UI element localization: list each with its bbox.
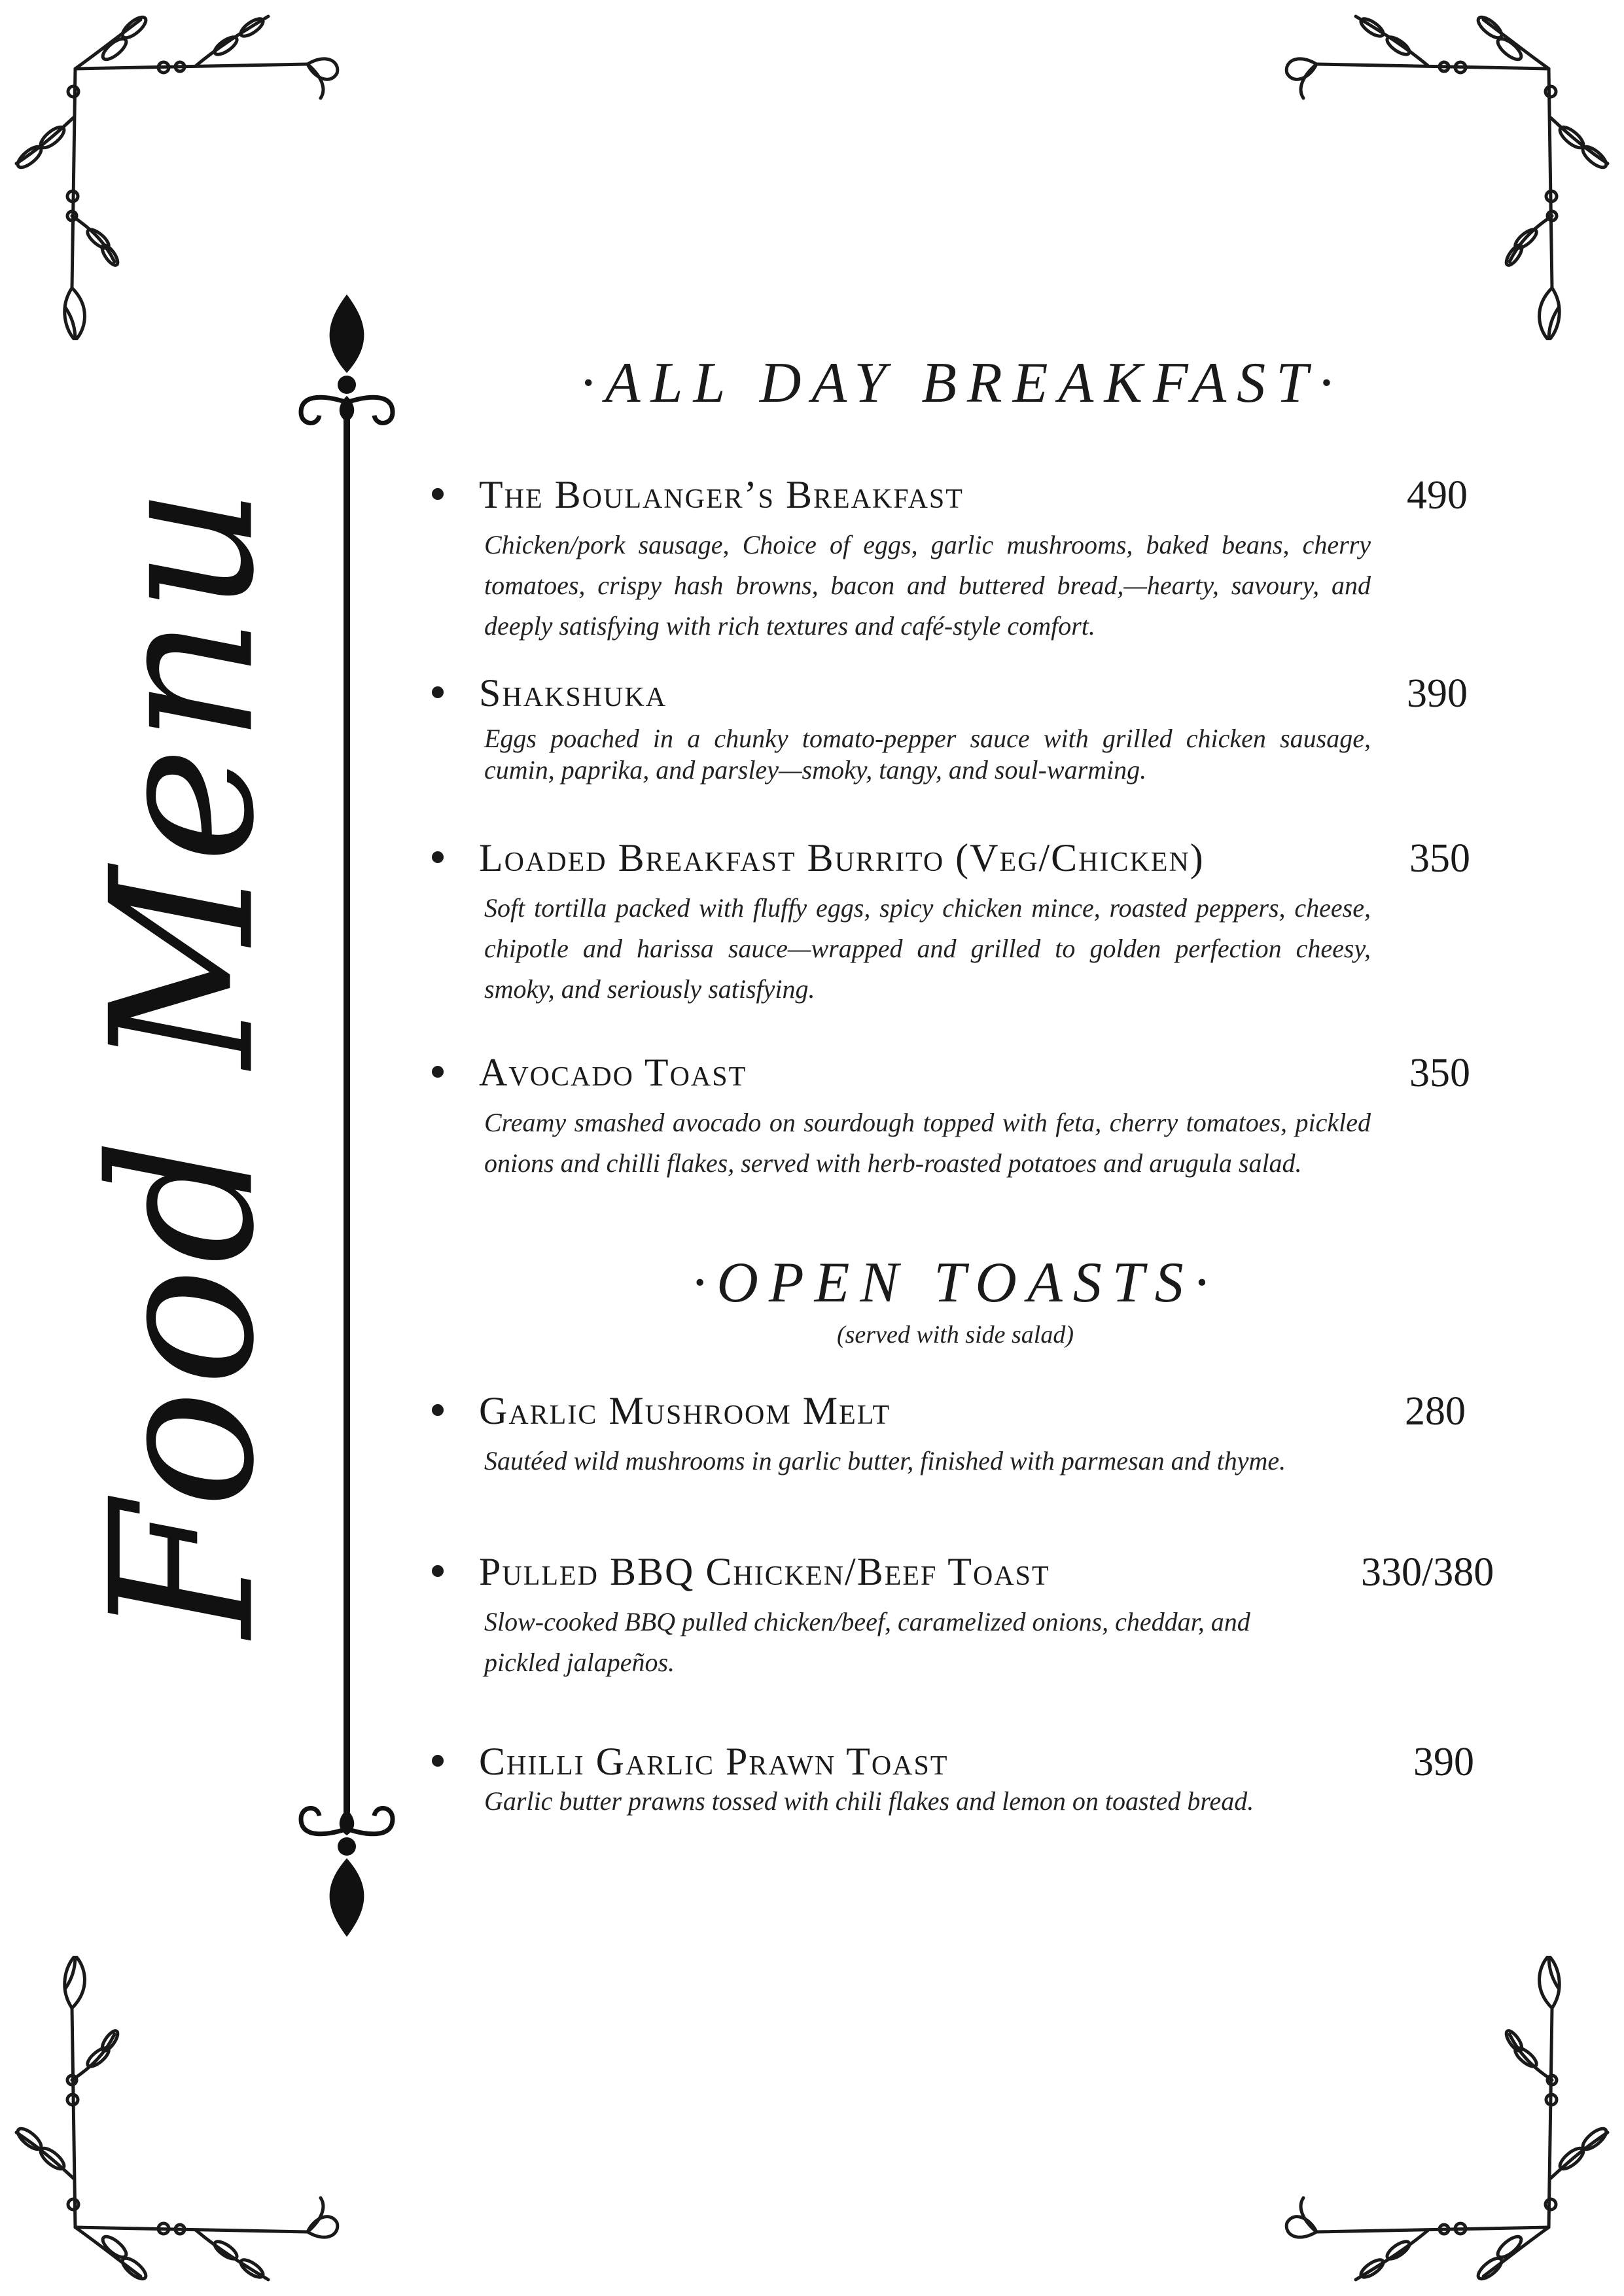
section-title-all-day-breakfast: ·ALL DAY BREAKFAST·	[580, 351, 1344, 415]
floral-corner-bottom-right-icon	[1284, 1956, 1624, 2296]
floral-corner-bottom-left-icon	[0, 1956, 340, 2296]
menu-item-price: 350	[1409, 836, 1470, 881]
menu-item-name: Loaded Breakfast Burrito (Veg/Chicken)	[479, 836, 1205, 879]
bullet-icon	[432, 1404, 444, 1416]
menu-item-name: Avocado Toast	[479, 1051, 747, 1094]
bullet-icon	[432, 686, 444, 698]
menu-item-price: 330/380	[1361, 1550, 1494, 1595]
menu-item-description: Slow-cooked BBQ pulled chicken/beef, caramelized onions, cheddar, and pickled jalapeños.	[484, 1607, 1250, 1677]
menu-item-description: Sautéed wild mushrooms in garlic butter, finished with parmesan and thyme.	[484, 1446, 1286, 1475]
menu-item-price: 390	[1413, 1740, 1474, 1784]
menu-item-price: 490	[1407, 473, 1468, 518]
bullet-icon	[432, 1755, 444, 1767]
menu-item-price: 280	[1405, 1389, 1466, 1434]
bullet-icon	[432, 1565, 444, 1577]
menu-item-name: The Boulanger’s Breakfast	[479, 473, 964, 516]
menu-item-name: Shakshuka	[479, 671, 667, 715]
menu-item-description: Soft tortilla packed with fluffy eggs, spicy chicken mince, roasted peppers, cheese, chipotle and harissa sauce—wrapped and grilled to golden perfection cheesy, smoky, and seriously satisfying.	[484, 893, 1371, 1004]
menu-item-name: Garlic Mushroom Melt	[479, 1389, 891, 1432]
menu-item-price: 390	[1407, 671, 1468, 716]
menu-item-name: Pulled BBQ Chicken/Beef Toast	[479, 1550, 1050, 1593]
bullet-icon	[432, 488, 444, 500]
bullet-icon	[432, 1066, 444, 1078]
menu-item-description: Chicken/pork sausage, Choice of eggs, garlic mushrooms, baked beans, cherry tomatoes, crispy hash browns, bacon and buttered bread,—hearty, savoury, and deeply satisfying with rich textures and café-style comfort.	[484, 530, 1371, 641]
bullet-icon	[432, 851, 444, 863]
menu-item-price: 350	[1409, 1051, 1470, 1095]
menu-item-description: Creamy smashed avocado on sourdough topped with feta, cherry tomatoes, pickled onions and chilli flakes, served with herb-roasted potatoes and arugula salad.	[484, 1108, 1371, 1178]
floral-corner-top-right-icon	[1284, 0, 1624, 340]
menu-item-description: Garlic butter prawns tossed with chili flakes and lemon on toasted bread.	[484, 1786, 1254, 1816]
menu-item-name: Chilli Garlic Prawn Toast	[479, 1740, 949, 1783]
section-title-open-toasts: ·OPEN TOASTS·	[692, 1251, 1219, 1315]
menu-item-description: Eggs poached in a chunky tomato-pepper sauce with grilled chicken sausage, cumin, paprika, and parsley—smoky, tangy, and soul-warming.	[484, 724, 1371, 785]
page-title-container	[52, 419, 314, 1701]
page-title: Food Menu	[69, 482, 298, 1638]
section-subtitle: (served with side salad)	[836, 1321, 1074, 1349]
